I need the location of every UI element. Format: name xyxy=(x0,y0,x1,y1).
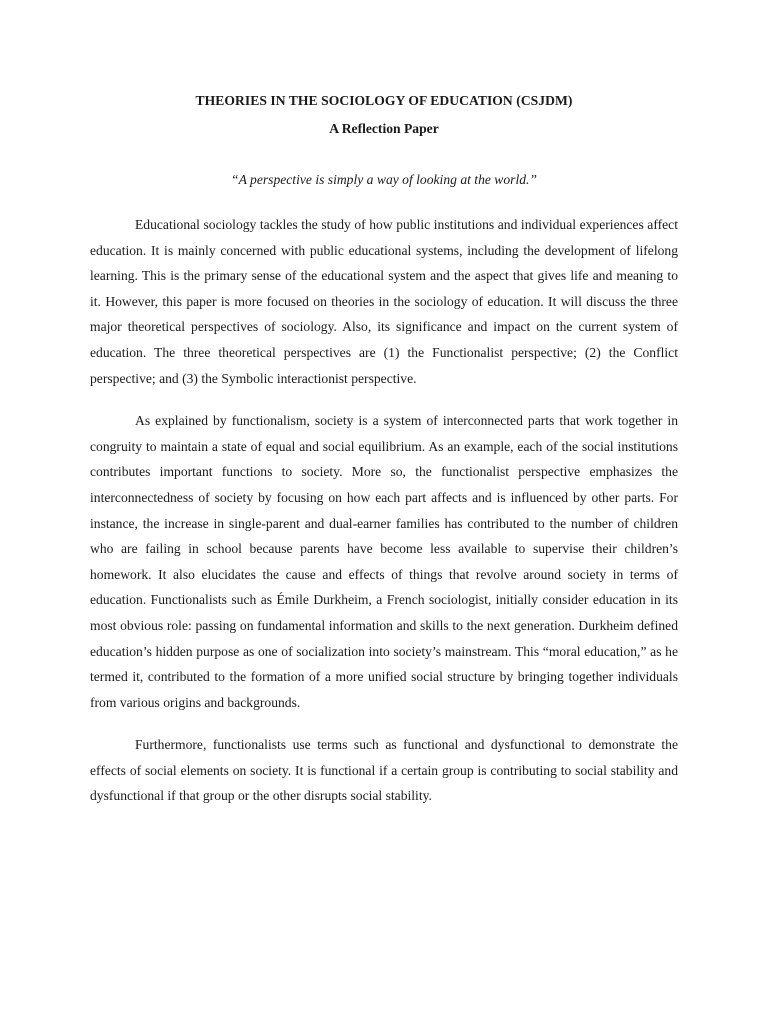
paragraph-functional-dysfunctional: Furthermore, functionalists use terms such as functional and dysfunctional to demonstrate the effects of social elements on society. It is functional if a certain group is contributing to social stability and dysfunctional if that group or the other disrupts social stability. xyxy=(90,737,678,804)
document-page xyxy=(90,92,678,826)
document-subtitle: A Reflection Paper xyxy=(329,121,439,136)
paragraph-intro: Educational sociology tackles the study of how public institutions and individual experiences affect education. It is mainly concerned with public educational systems, including the development of lifelong learning. This is the primary sense of the educational system and the aspect that gives life and meaning to it. However, this paper is more focused on theories in the sociology of education. It will discuss the three major theoretical perspectives of sociology. Also, its significance and impact on the current system of education. The three theoretical perspectives are (1) the Functionalist perspective; (2) the Conflict perspective; and (3) the Symbolic interactionist perspective. xyxy=(90,217,678,386)
document-title: THEORIES IN THE SOCIOLOGY OF EDUCATION (CSJDM) xyxy=(195,93,573,108)
epigraph-quote: “A perspective is simply a way of looking at the world.” xyxy=(231,172,537,187)
paragraph-functionalism: As explained by functionalism, society is a system of interconnected parts that work together in congruity to maintain a state of equal and social equilibrium. As an example, each of the social institutions contributes important functions to society. More so, the functionalist perspective emphasizes the interconnectedness of society by focusing on how each part affects and is influenced by other parts. For instance, the increase in single-parent and dual-earner families has contributed to the number of children who are failing in school because parents have become less available to supervise their children’s homework. It also elucidates the cause and effects of things that revolve around society in terms of education. Functionalists such as Émile Durkheim, a French sociologist, initially consider education in its most obvious role: passing on fundamental information and skills to the next generation. Durkheim defined education’s hidden purpose as one of socialization into society’s mainstream. This “moral education,” as he termed it, contributed to the formation of a more unified social structure by bringing together individuals from various origins and backgrounds. xyxy=(90,413,678,710)
